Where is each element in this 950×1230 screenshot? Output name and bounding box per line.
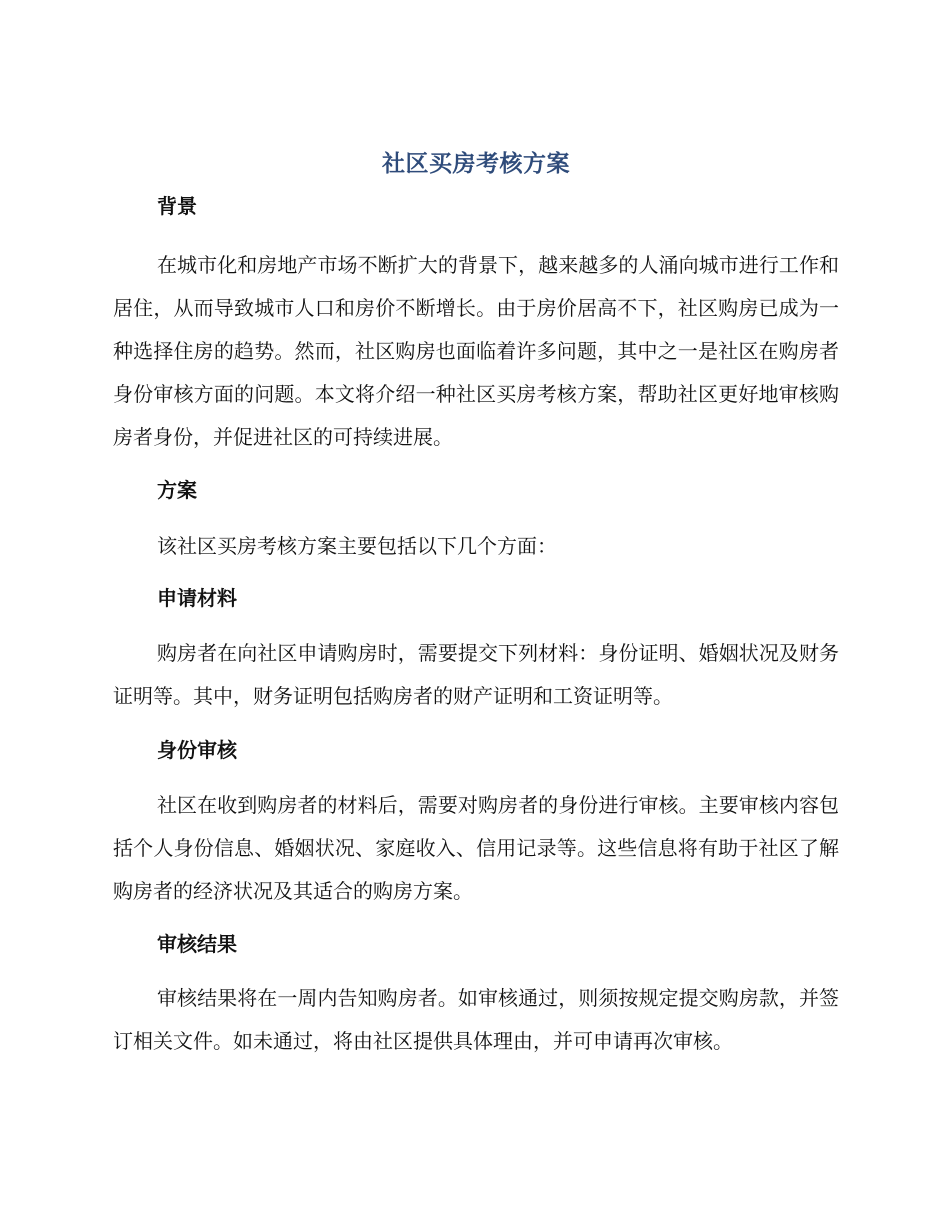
paragraph-identity-review: 社区在收到购房者的材料后，需要对购房者的身份进行审核。主要审核内容包括个人身份信息、婚姻状况、家庭收入、信用记录等。这些信息将有助于社区了解购房者的经济状况及其适合的购房方案。 bbox=[113, 793, 839, 903]
section-heading-background: 背景 bbox=[157, 194, 197, 218]
section-heading-identity-review: 身份审核 bbox=[157, 738, 237, 762]
section-heading-plan: 方案 bbox=[157, 478, 197, 502]
paragraph-review-result: 审核结果将在一周内告知购房者。如审核通过，则须按规定提交购房款，并签订相关文件。如未通过，将由社区提供具体理由，并可申请再次审核。 bbox=[113, 986, 839, 1053]
section-heading-application-materials: 申请材料 bbox=[157, 586, 237, 610]
paragraph-background: 在城市化和房地产市场不断扩大的背景下，越来越多的人涌向城市进行工作和居住，从而导致城市人口和房价不断增长。由于房价居高不下，社区购房已成为一种选择住房的趋势。然而，社区购房也面临着许多问题，其中之一是社区在购房者身份审核方面的问题。本文将介绍一种社区买房考核方案，帮助社区更好地审核购房者身份，并促进社区的可持续进展。 bbox=[113, 253, 839, 449]
paragraph-plan: 该社区买房考核方案主要包括以下几个方面： bbox=[157, 534, 557, 558]
section-heading-review-result: 审核结果 bbox=[157, 932, 237, 956]
paragraph-application-materials: 购房者在向社区申请购房时，需要提交下列材料：身份证明、婚姻状况及财务证明等。其中，财务证明包括购房者的财产证明和工资证明等。 bbox=[113, 641, 839, 708]
document-title: 社区买房考核方案 bbox=[382, 151, 570, 177]
